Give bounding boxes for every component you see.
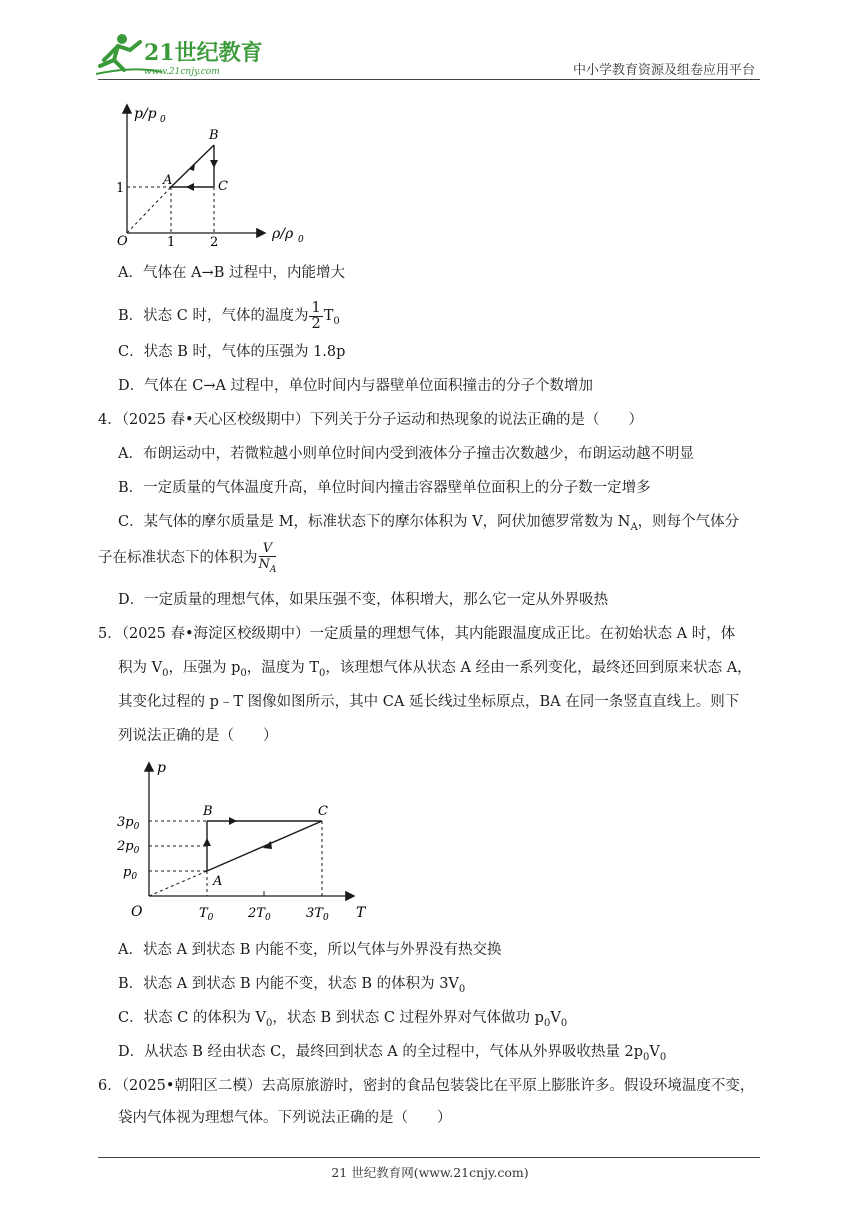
point-label: A: [163, 173, 173, 188]
origin-label: O: [117, 234, 128, 249]
point-label: C: [218, 179, 228, 194]
q5-option-b[interactable]: B．状态 A 到状态 B 内能不变，状态 B 的体积为 $3V_0$: [118, 976, 466, 995]
q4-option-c[interactable]: C．某气体的摩尔质量是 M，标准状态下的摩尔体积为 V，阿伏加德罗常数为 $N_A$，则每个气体分: [118, 514, 740, 533]
header-divider: [98, 79, 760, 80]
footer-site-link[interactable]: 21 世纪教育网(www.21cnjy.com): [331, 1165, 529, 1180]
tick-label: $T_0$: [199, 906, 214, 923]
tick-label: $p_0$: [123, 865, 138, 882]
q5-stem-line3: 其变化过程的 p﹣T 图像如图所示，其中 CA 延长线过坐标原点，BA 在同一条竖直直线上。则下: [118, 694, 740, 710]
q3-option-b[interactable]: B．状态 C 时，气体的温度为 $\frac{1}{2}$ $T_0$: [118, 300, 340, 332]
q4-option-a[interactable]: A．布朗运动中，若微粒越小则单位时间内受到液体分子撞击次数越少，布朗运动越不明显: [118, 446, 694, 462]
tick-label: $3T_0$: [306, 906, 329, 923]
tick-label: $3p_0$: [117, 815, 140, 832]
header-platform-text: 中小学教育资源及组卷应用平台: [572, 63, 755, 78]
origin-label: O: [131, 904, 143, 920]
point-label: B: [209, 128, 219, 143]
q6-stem-line2: 袋内气体视为理想气体。下列说法正确的是（ ）: [118, 1110, 452, 1126]
x-axis-label: ρ/ρ: [272, 226, 294, 242]
y-axis-label: p: [157, 760, 166, 776]
tick-label: 2: [210, 235, 219, 250]
tick-label: 1: [167, 235, 176, 250]
q5-stem-line1: 5．（2025 春•海淀区校级期中）一定质量的理想气体，其内能跟温度成正比。在初始状态 A 时，体: [98, 626, 736, 642]
q5-option-a[interactable]: A．状态 A 到状态 B 内能不变，所以气体与外界没有热交换: [118, 942, 502, 958]
x-axis-label: T: [356, 905, 366, 921]
logo-url-text: www.21cnjy.com: [144, 67, 220, 77]
q4-option-c-cont: 子在标准状态下的体积为 $\frac{V}{N_A}$: [98, 541, 277, 575]
q4-stem: 4．（2025 春•天心区校级期中）下列关于分子运动和热现象的说法正确的是（ ）: [98, 412, 644, 428]
site-logo[interactable]: [92, 30, 262, 80]
q5-stem-line2: 积为 $V_0$，压强为 $p_0$，温度为 $T_0$，该理想气体从状态 A 经由一系列变化，最终还回到原来状态 A，: [118, 660, 752, 679]
figure-p-rho-graph: [112, 98, 322, 254]
q5-option-d[interactable]: D．从状态 B 经由状态 C，最终回到状态 A 的全过程中，气体从外界吸收热量 $2p_0V_0$: [118, 1044, 667, 1063]
q3-option-d[interactable]: D．气体在 C→A 过程中，单位时间内与器壁单位面积撞击的分子个数增加: [118, 378, 594, 394]
q3-option-c[interactable]: C．状态 B 时，气体的压强为 1.8p: [118, 344, 346, 360]
q4-option-b[interactable]: B．一定质量的气体温度升高，单位时间内撞击容器壁单位面积上的分子数一定增多: [118, 480, 651, 496]
q3-option-a[interactable]: A．气体在 A→B 过程中，内能增大: [118, 265, 345, 281]
footer-divider: [98, 1157, 760, 1158]
logo-main-text: 21世纪教育: [144, 40, 262, 66]
point-label: C: [318, 804, 328, 819]
svg-text:0: 0: [298, 235, 304, 245]
point-label: B: [203, 804, 213, 819]
y-axis-label: p/p: [134, 106, 157, 122]
q5-option-c[interactable]: C．状态 C 的体积为 $V_0$，状态 B 到状态 C 过程外界对气体做功 $p_0V_0$: [118, 1010, 568, 1029]
q4-option-d[interactable]: D．一定质量的理想气体，如果压强不变，体积增大，那么它一定从外界吸热: [118, 592, 609, 608]
tick-label: $2p_0$: [117, 839, 140, 856]
figure-p-t-graph: [115, 754, 375, 930]
svg-text:0: 0: [160, 115, 166, 125]
q5-stem-line4: 列说法正确的是（ ）: [118, 728, 278, 744]
point-label: A: [213, 874, 223, 889]
tick-label: $2T_0$: [248, 906, 271, 923]
q6-stem-line1: 6．（2025•朝阳区二模）去高原旅游时，密封的食品包装袋比在平原上膨胀许多。假设环境温度不变，: [98, 1078, 755, 1094]
tick-label: 1: [116, 181, 125, 196]
